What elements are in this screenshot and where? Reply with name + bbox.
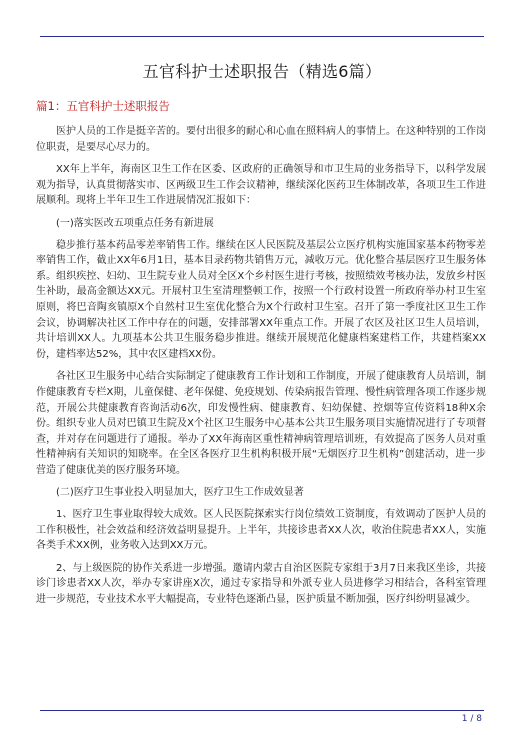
subheading-medical-reform: (一)落实医改五项重点任务有新进展 xyxy=(56,217,214,229)
document-body xyxy=(36,124,486,615)
paragraph-cooperation: 2、与上级医院的协作关系进一步增强。邀请内蒙古自治区医院专家组于3月7日来我区坐诊，共接诊门诊患者XX人次，举办专家讲座X次，通过专家指导和外派专业人员进修学习相结合，各科室管理进一步规范，专业技术水平大幅提高，专业特色逐渐凸显，医护质量不断加强，医疗纠纷明显减少。 xyxy=(36,562,486,606)
bottom-rule xyxy=(40,710,484,711)
paragraph-community-health: 各社区卫生服务中心结合实际制定了健康教育工作计划和工作制度，开展了健康教育人员培训，制作健康教育专栏X期，儿童保健、老年保健、免疫规划、传染病报告管理、慢性病管理各项工作逐步规范，开展公共健康教育咨询活动6次，印发慢性病、健康教育、妇幼保健、控烟等宣传资料18种X余份。组织专业人员对巴镇卫生院及X个社区卫生服务中心基本公共卫生服务项目实施情况进行了专项督查，并对存在问题进行了通报。举办了XX年海南区重性精神病管理培训班，有效提高了医务人员对重性精神病有关知识的知晓率。在全区各医疗卫生机构积极开展“无烟医疗卫生机构”创建活动，进一步营造了健康优美的医疗服务环境。 xyxy=(36,371,486,476)
section-heading: 篇1：五官科护士述职报告 xyxy=(36,99,170,113)
document-title: 五官科护士述职报告（精选6篇） xyxy=(142,62,382,81)
paragraph-achievements: 1、医疗卫生事业取得较大成效。区人民医院探索实行岗位绩效工资制度，有效调动了医护人员的工作积极性，社会效益和经济效益明显提升。上半年，共接诊患者XX人次，收治住院患者XX人，实施各类手术XX例，业务收入达到XX万元。 xyxy=(36,509,486,552)
page-indicator: 1 / 8 xyxy=(461,714,482,724)
top-rule xyxy=(40,36,484,37)
paragraph-summary: XX年上半年，海南区卫生工作在区委、区政府的正确领导和市卫生局的业务指导下，以科学发展观为指导，认真贯彻落实市、区两级卫生工作会议精神，继续深化医药卫生体制改革，各项卫生工作进展顺利。现将上半年卫生工作进展情况汇报如下： xyxy=(36,164,486,207)
subheading-investment: (二)医疗卫生事业投入明显加大，医疗卫生工作成效显著 xyxy=(56,487,304,499)
paragraph-drug-sales: 稳步推行基本药品零差率销售工作。继续在区人民医院及基层公立医疗机构实施国家基本药物零差率销售工作，截止XX年6月1日，基本目录药物共销售万元，减收万元。优化整合基层医疗卫生服务体系。组织疾控、妇幼、卫生院专业人员对全区X个乡村医生进行考核，按照绩效考核办法，发放乡村医生补助，最高金额达XX元。开展村卫生室清理整顿工作，按照一个行政村设置一所政府举办村卫生室原则，将巴音陶亥镇原X个自然村卫生室优化整合为X个行政村卫生室。召开了第一季度社区卫生工作会议，协调解决社区工作中存在的问题，安排部署XX年重点工作。开展了农区及社区卫生人员培训，共计培训XX人。九项基本公共卫生服务稳步推进。继续开展规范化健康档案建档工作，共建档案XX份，建档率达52%，其中农区建档XX份。 xyxy=(36,239,486,360)
paragraph-intro: 医护人员的工作是挺辛苦的。要付出很多的耐心和心血在照料病人的事情上。在这种特别的工作岗位职责，是要尽心尽力的。 xyxy=(36,126,486,153)
